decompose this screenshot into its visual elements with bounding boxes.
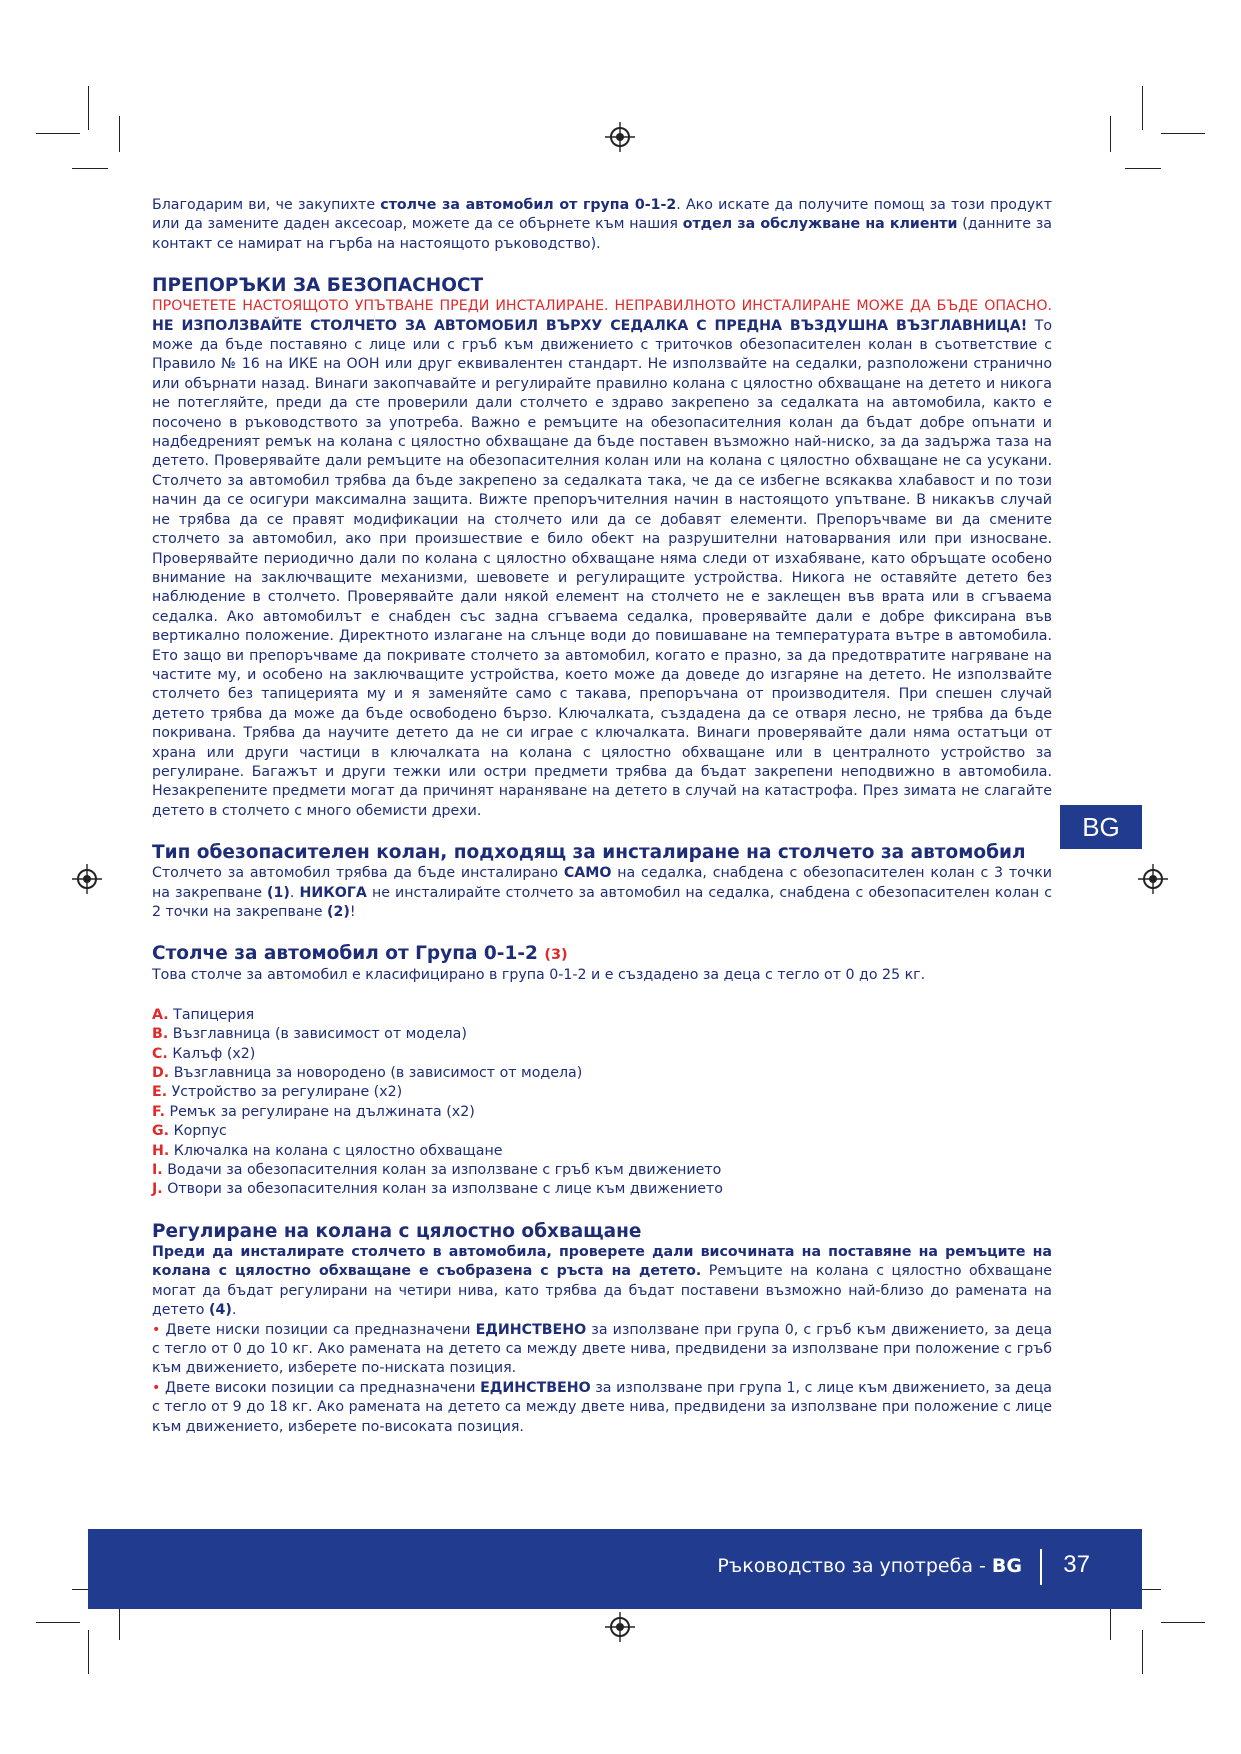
page-number: 37 (1063, 1551, 1090, 1578)
parts-item-letter: A. (152, 1006, 169, 1023)
crop-mark (1161, 1622, 1205, 1623)
harness-bullet-low: • Двете ниски позиции са предназначени ЕДИНСТВЕНО за използване при група 0, с гръб към движението, за деца с тегло от 0 до 10 кг. Ако рамената на детето са между двете нива, предвидени за използване при положение с гръб към движението, изберете по-ниската позиция. (152, 1321, 1053, 1377)
crop-mark (119, 116, 120, 152)
parts-item-text: Калъф (х2) (172, 1045, 256, 1062)
crop-mark (119, 1604, 120, 1640)
crop-mark (1110, 116, 1111, 152)
parts-list-item (152, 1142, 1052, 1161)
crop-mark (1142, 86, 1143, 130)
parts-item-text: Ключалка на колана с цялостно обхващане (173, 1142, 503, 1159)
parts-item-letter: H. (152, 1142, 170, 1159)
group-paragraph: Това столче за автомобил е класифицирано в група 0-1-2 и е създадено за деца с тегло от 0 до 25 кг. (152, 967, 926, 984)
parts-item-letter: E. (152, 1084, 168, 1101)
registration-mark-icon (605, 122, 635, 152)
intro-paragraph: Благодарим ви, че закупихте столче за автомобил от група 0-1-2. Ако искате да получите помощ за този продукт или да замените даден аксесоар, можете да се обърнете към нашия отдел за обслужване на клиенти (данните за контакт се намират на гърба на настоящото ръководство). (152, 197, 1052, 252)
parts-list-item (152, 1083, 1052, 1102)
parts-list-item (152, 1045, 1052, 1064)
belt-type-heading: Тип обезопасителен колан, подходящ за инсталиране на столчето за автомобил (152, 842, 1026, 864)
registration-mark-icon (1138, 864, 1168, 894)
registration-mark-icon (605, 1612, 635, 1642)
crop-mark (72, 168, 108, 169)
footer-label: Ръководство за употреба - BG (717, 1555, 1022, 1577)
parts-item-letter: J. (152, 1181, 163, 1198)
parts-item-text: Тапицерия (173, 1006, 255, 1023)
parts-item-letter: I. (152, 1162, 163, 1179)
crop-mark (36, 1622, 80, 1623)
registration-mark-icon (72, 864, 102, 894)
parts-item-letter: F. (152, 1103, 165, 1120)
harness-bullet-high: • Двете високи позиции са предназначени ЕДИНСТВЕНО за използване при група 1, с лице към движението, за деца с тегло от 9 до 18 кг. Ако рамената на детето са между двете нива, предвидени за използване при положение с лице към движението, изберете по-високата позиция. (152, 1379, 1052, 1435)
parts-list-item (152, 1103, 1052, 1122)
main-content (152, 196, 1052, 1437)
parts-item-text: Водачи за обезопасителния колан за използване с гръб към движението (167, 1162, 722, 1179)
parts-item-text: Отвори за обезопасителния колан за използване с лице към движението (167, 1181, 723, 1198)
parts-list-item (152, 1122, 1052, 1141)
parts-list-item (152, 1006, 1052, 1025)
harness-paragraph: Преди да инсталирате столчето в автомобила, проверете дали височината на поставяне на ремъците на колана с цялостно обхващане е съобразена с ръста на детето. Ремъците на колана с цялостно обхващане могат да бъдат регулирани на четири нива, като трябва да бъдат поставени възможно най-близо до рамената на детето (4). (152, 1243, 1052, 1319)
crop-mark (88, 1630, 89, 1674)
parts-item-letter: G. (152, 1123, 170, 1140)
parts-list (152, 1006, 1052, 1200)
parts-item-letter: D. (152, 1065, 170, 1082)
parts-list-item (152, 1180, 1052, 1199)
footer-divider (1040, 1549, 1042, 1585)
parts-list-item (152, 1025, 1052, 1044)
language-tab: BG (1060, 805, 1142, 849)
crop-mark (1142, 1630, 1143, 1674)
crop-mark (1161, 133, 1205, 134)
safety-heading: ПРЕПОРЪКИ ЗА БЕЗОПАСНОСТ (152, 275, 484, 297)
crop-mark (88, 86, 89, 130)
parts-item-text: Устройство за регулиране (х2) (171, 1084, 403, 1101)
parts-list-item (152, 1161, 1052, 1180)
crop-mark (1125, 168, 1161, 169)
parts-item-letter: B. (152, 1026, 169, 1043)
safety-paragraph: ПРОЧЕТЕТЕ НАСТОЯЩОТО УПЪТВАНЕ ПРЕДИ ИНСТАЛИРАНЕ. НЕПРАВИЛНОТО ИНСТАЛИРАНЕ МОЖЕ ДА БЪДЕ ОПАСНО. НЕ ИЗПОЛЗВАЙТЕ СТОЛЧЕТО ЗА АВТОМОБИЛ ВЪРХУ СЕДАЛКА С ПРЕДНА ВЪЗДУШНА ВЪЗГЛАВНИЦА! То може да бъде поставяно с лице или с гръб към движението с триточков обезопасителен колан в съответствие с Правило № 16 на ИКЕ на ООН или друг еквивалентен стандарт. Не използвайте на седалки, разположени странично или обърнати назад. Винаги закопчавайте и регулирайте правилно колана с цялостно обхващане на детето и никога не потегляйте, преди да сте проверили дали столчето е здраво закрепено за седалката на автомобила, както е посочено в ръководството за употреба. Важно е ремъците на обезопасителния колан да бъдат добре опънати и надбедреният ремък на колана с цялостно обхващане да бъде поставен възможно най-ниско, за да задържа таза на детето. Проверявайте дали ремъците на обезопасителния колан или на колана с цялостно обхващане не са усукани. Столчето за автомобил трябва да бъде закрепено за седалката така, че да се избегне всякаква хлабавост и по този начин да се осигури максимална защита. Вижте препоръчителния начин в настоящото упътване. В никакъв случай не трябва да се правят модификации на столчето или да се добавят елементи. Препоръчваме ви да смените столчето за автомобил, ако при произшествие е било обект на разрушителни натоварвания или при износване. Проверявайте периодично дали по колана с цялостно обхващане няма следи от изхабяване, като обръщате особено внимание на заключващите механизми, шевовете и регулиращите устройства. Никога не оставяйте детето без наблюдение в столчето. Проверявайте дали някой елемент на столчето не е заклещен във врата или в сгъваема седалка. Ако автомобилът е снабден със задна сгъваема седалка, проверявайте дали е добре фиксирана във вертикално положение. Директното излагане на слънце води до повишаване на температурата вътре в автомобила. Ето защо ви препоръчваме да покривате столчето за автомобил, когато е празно, за да предотвратите нагряване на частите му, и особено на заключващите устройства, което може да доведе до изгаряне на детето. Не използвайте столчето без тапицерията му и я заменяйте само с такава, препоръчана от производителя. При спешен случай детето трябва да може да бъде освободено бързо. Ключалката, създадена да се отваря лесно, не трябва да бъде покривана. Трябва да научите детето да не си играе с ключалката. Винаги проверявайте дали няма остатъци от храна или други частици в ключалката на колана с цялостно обхващане или в централното устройство за регулиране. Багажът и други тежки или остри предмети трябва да бъдат закрепени неподвижно в автомобила. Незакрепените предмети могат да причинят нараняване на детето в случай на катастрофа. През зимата не слагайте детето в столчето с много обемисти дрехи. (152, 298, 1053, 819)
parts-item-text: Възглавница за новородено (в зависимост от модела) (173, 1065, 583, 1082)
group-heading: Столче за автомобил от Група 0-1-2 (3) (152, 943, 568, 965)
crop-mark (36, 133, 80, 134)
belt-type-paragraph: Столчето за автомобил трябва да бъде инсталирано САМО на седалка, снабдена с обезопасителен колан с 3 точки на закрепване (1). НИКОГА не инсталирайте столчето за автомобил на седалка, снабдена с обезопасителен колан с 2 точки на закрепване (2)! (152, 865, 1053, 920)
parts-item-letter: C. (152, 1045, 168, 1062)
parts-item-text: Корпус (173, 1123, 227, 1140)
footer-bar (88, 1529, 1142, 1609)
parts-item-text: Възглавница (в зависимост от модела) (172, 1026, 467, 1043)
parts-list-item (152, 1064, 1052, 1083)
parts-item-text: Ремък за регулиране на дължината (х2) (169, 1103, 475, 1120)
harness-heading: Регулиране на колана с цялостно обхващане (152, 1220, 642, 1242)
crop-mark (1110, 1604, 1111, 1640)
